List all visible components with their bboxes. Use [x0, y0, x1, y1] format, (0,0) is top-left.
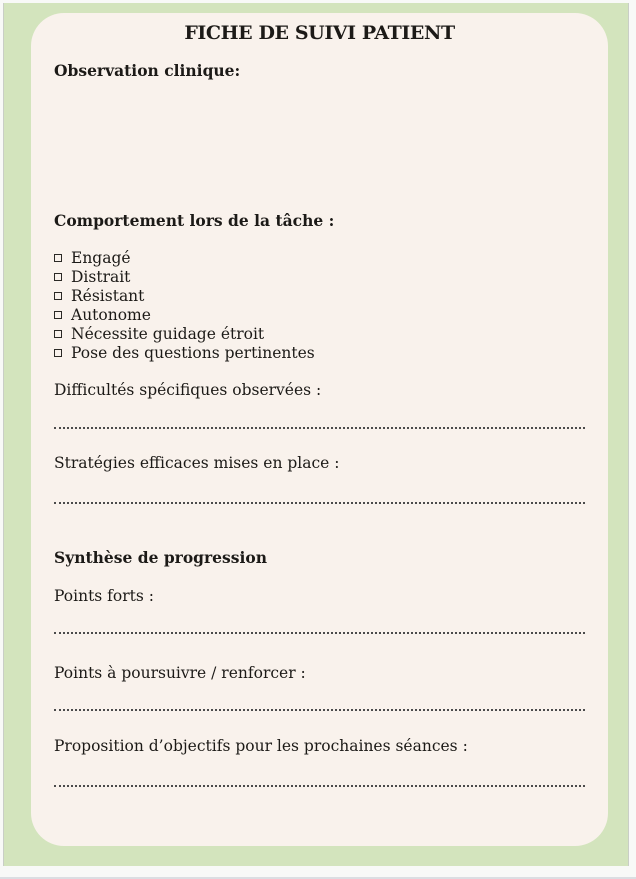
observation-write-area[interactable] — [54, 83, 585, 203]
checkbox-option-engage[interactable] — [54, 249, 315, 268]
checkbox-option-resistant[interactable] — [54, 287, 315, 306]
checkbox-label: Nécessite guidage étroit — [71, 324, 265, 343]
observation-heading: Observation clinique: — [54, 61, 241, 80]
checkbox-icon[interactable] — [54, 292, 62, 300]
points-poursuivre-label: Points à poursuivre / renforcer : — [54, 664, 306, 682]
checkbox-label: Autonome — [71, 305, 151, 324]
comportement-checklist — [54, 249, 315, 362]
checkbox-label: Distrait — [71, 267, 131, 286]
points-poursuivre-write-line[interactable] — [54, 709, 585, 711]
strategies-write-line[interactable] — [54, 502, 585, 504]
checkbox-label: Résistant — [71, 286, 145, 305]
form-page — [3, 3, 629, 866]
checkbox-option-guidage[interactable] — [54, 325, 315, 344]
points-forts-label: Points forts : — [54, 587, 154, 605]
checkbox-option-autonome[interactable] — [54, 306, 315, 325]
checkbox-option-distrait[interactable] — [54, 268, 315, 287]
checkbox-option-questions[interactable] — [54, 344, 315, 363]
synthese-heading: Synthèse de progression — [54, 548, 267, 567]
difficultes-write-line[interactable] — [54, 427, 585, 429]
checkbox-icon[interactable] — [54, 330, 62, 338]
comportement-heading: Comportement lors de la tâche : — [54, 211, 335, 230]
points-forts-write-line[interactable] — [54, 632, 585, 634]
form-title: FICHE DE SUIVI PATIENT — [184, 22, 455, 44]
objectifs-write-line[interactable] — [54, 785, 585, 787]
checkbox-icon[interactable] — [54, 311, 62, 319]
form-card — [31, 13, 608, 846]
checkbox-icon[interactable] — [54, 273, 62, 281]
difficultes-label: Difficultés spécifiques observées : — [54, 381, 322, 399]
strategies-label: Stratégies efficaces mises en place : — [54, 454, 340, 472]
checkbox-icon[interactable] — [54, 349, 62, 357]
checkbox-label: Engagé — [71, 249, 131, 267]
objectifs-label: Proposition d’objectifs pour les prochaines séances : — [54, 737, 468, 755]
checkbox-label: Pose des questions pertinentes — [71, 343, 315, 362]
checkbox-icon[interactable] — [54, 254, 62, 262]
